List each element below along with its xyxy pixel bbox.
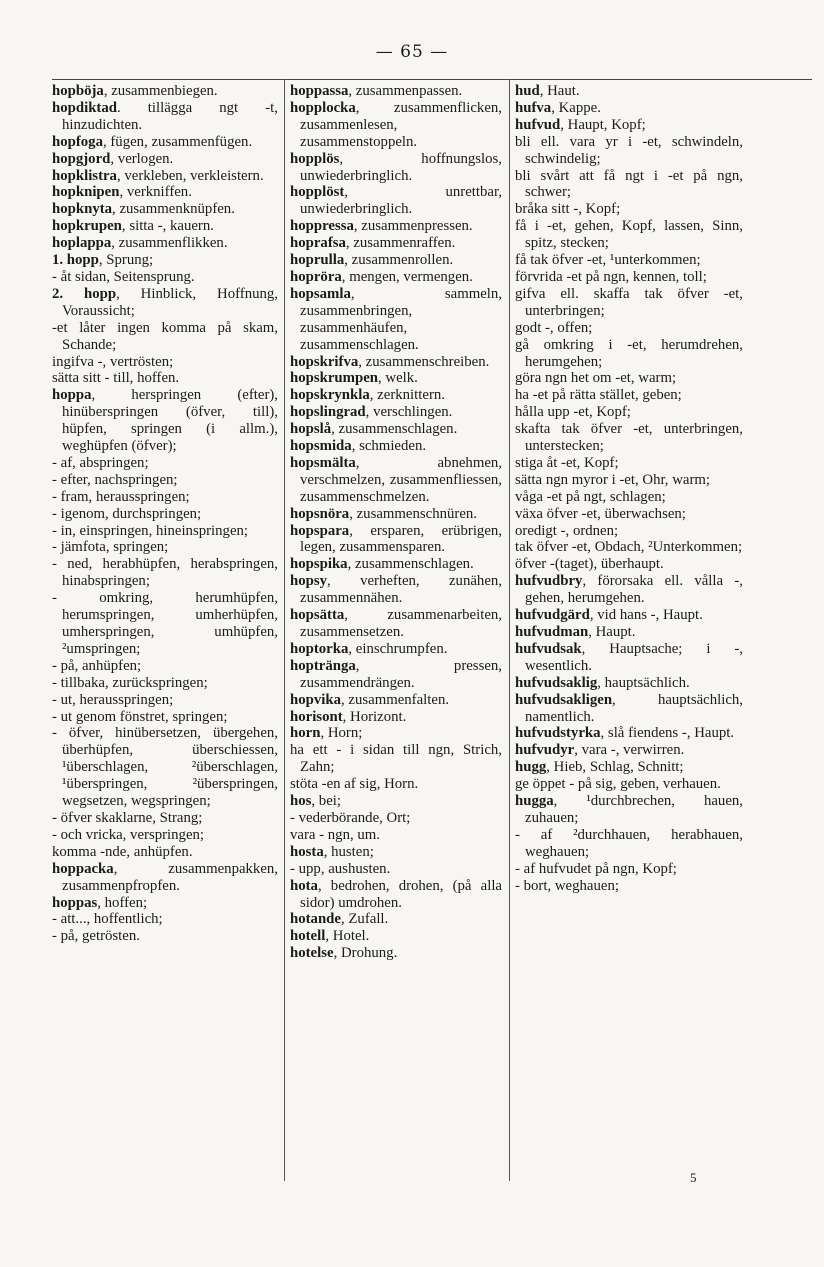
entry-headword: hoppassa [290, 83, 349, 99]
dictionary-entry [52, 556, 278, 590]
entry-text: - på, anhüpfen; [52, 657, 142, 674]
entry-text: - af ²durchhauen, herabhauen, weghauen; [515, 826, 743, 860]
entry-text: - åt sidan, Seitensprung. [52, 268, 195, 285]
entry-text: våga -et på ngt, schlagen; [515, 488, 666, 505]
dictionary-entry [52, 184, 278, 201]
entry-headword: hugga [515, 793, 554, 810]
dictionary-entry [52, 168, 278, 185]
entry-text: växa öfver -et, überwachsen; [515, 505, 686, 522]
dictionary-entry [290, 776, 502, 793]
entry-text: , schmieden. [351, 438, 427, 455]
dictionary-entry [290, 354, 502, 371]
entry-text: , zusammenpakken, zusammenpfropfen. [62, 860, 278, 894]
entry-text: gifva ell. skaffa tak öfver -et, unterbringen; [515, 285, 743, 319]
dictionary-column-1 [52, 83, 278, 945]
entry-text: oredigt -, ordnen; [515, 522, 619, 539]
dictionary-entry [515, 83, 743, 100]
entry-text: , Horn; [320, 725, 363, 742]
dictionary-entry [515, 793, 743, 827]
dictionary-entry [515, 100, 743, 117]
entry-headword: hopsnöra [290, 505, 350, 522]
entry-text: , Sprung; [98, 252, 154, 269]
dictionary-entry [290, 184, 502, 218]
entry-text: - öfver, hinübersetzen, übergehen, überhüpfen, überschiessen, ¹überschlagen, ²überschlagen, ¹überspringen, ²überspringen, wegsetzen, wegspringen; [52, 725, 278, 810]
entry-headword: hos [290, 793, 312, 810]
entry-headword: hoptränga [290, 657, 356, 674]
entry-headword: horn [290, 725, 321, 742]
entry-headword: hufvudstyrka [515, 725, 601, 742]
entry-text: , zusammenflikken. [111, 235, 228, 252]
entry-headword: hoppressa [290, 218, 354, 235]
entry-text: - och vricka, verspringen; [52, 826, 205, 843]
entry-text: , zusammenschlagen. [331, 421, 458, 438]
dictionary-entry [290, 151, 502, 185]
dictionary-entry [515, 725, 743, 742]
entry-text: , bedrohen, drohen, (på alla sidor) umdrohen. [300, 877, 502, 911]
dictionary-entry [290, 83, 502, 100]
dictionary-entry [52, 827, 278, 844]
entry-headword: hoprafsa [290, 235, 346, 252]
entry-text: - igenom, durchspringen; [52, 505, 202, 522]
entry-text: - af, abspringen; [52, 454, 149, 471]
dictionary-entry [52, 692, 278, 709]
dictionary-entry [52, 675, 278, 692]
entry-headword: hopspika [290, 556, 348, 573]
dictionary-entry [290, 523, 502, 557]
dictionary-entry [515, 861, 743, 878]
dictionary-entry [515, 776, 743, 793]
dictionary-entry [515, 692, 743, 726]
entry-headword: hopskrynkla [290, 387, 370, 404]
dictionary-entry [52, 387, 278, 455]
entry-text: , Haupt. [588, 624, 636, 640]
dictionary-entry [290, 455, 502, 506]
entry-text: , ¹durchbrechen, hauen, zuhauen; [525, 793, 743, 826]
dictionary-entry [52, 370, 278, 387]
entry-headword: hopsmida [290, 438, 352, 455]
dictionary-entry [52, 286, 278, 320]
entry-text: göra ngn het om -et, warm; [515, 370, 677, 387]
column-divider [509, 79, 510, 1181]
entry-headword: hoptorka [290, 640, 349, 657]
entry-text: , Hinblick, Hoffnung, Voraussicht; [62, 285, 278, 319]
dictionary-entry [290, 421, 502, 438]
entry-text: , zusammenschreiben. [358, 353, 490, 370]
entry-text: , sitta -, kauern. [121, 218, 214, 235]
entry-text: , verheften, zunähen, zusammennähen. [300, 573, 502, 607]
dictionary-entry [290, 878, 502, 912]
entry-headword: hoppas [52, 894, 98, 911]
dictionary-entry [290, 286, 502, 354]
entry-text: , vara -, verwirren. [574, 742, 685, 759]
dictionary-entry [515, 218, 743, 252]
entry-text: stöta -en af sig, Horn. [290, 776, 419, 793]
entry-text: , zusammenschlagen. [347, 556, 474, 573]
dictionary-entry [52, 928, 278, 945]
dictionary-entry [52, 134, 278, 151]
dictionary-entry [52, 539, 278, 556]
entry-text: . tillägga ngt -t, hinzudichten. [62, 99, 278, 133]
entry-text: stiga åt -et, Kopf; [515, 454, 619, 471]
entry-headword: hotelse [290, 945, 334, 962]
dictionary-entry [52, 911, 278, 928]
dictionary-entry [515, 286, 743, 320]
entry-text: förvrida -et på ngn, kennen, toll; [515, 268, 707, 285]
entry-text: , pressen, zusammendrängen. [300, 657, 502, 691]
entry-text: - tillbaka, zurückspringen; [52, 674, 208, 691]
page-number: — 65 — [375, 42, 449, 62]
dictionary-entry [290, 911, 502, 928]
entry-text: , mengen, vermengen. [341, 268, 473, 285]
dictionary-entry [515, 269, 743, 286]
dictionary-entry [515, 539, 743, 556]
entry-text: , zusammenraffen. [345, 235, 456, 252]
entry-text: , verkniffen. [119, 184, 192, 201]
dictionary-entry [290, 556, 502, 573]
entry-headword: hopskrumpen [290, 370, 378, 387]
dictionary-entry [515, 421, 743, 455]
entry-text: , unrettbar, unwiederbringlich. [300, 184, 502, 218]
dictionary-entry [290, 404, 502, 421]
dictionary-entry [515, 607, 743, 624]
dictionary-entry [52, 810, 278, 827]
entry-text: bli ell. vara yr i -et, schwindeln, schwindelig; [515, 133, 743, 167]
entry-text: godt -, offen; [515, 319, 593, 336]
dictionary-entry [52, 506, 278, 523]
dictionary-entry [290, 709, 502, 726]
entry-text: , slå fiendens -, Haupt. [600, 725, 735, 742]
entry-text: , husten; [323, 843, 374, 860]
entry-text: , verkleben, verkleistern. [116, 167, 264, 184]
dictionary-entry [515, 573, 743, 607]
entry-headword: hopgjord [52, 150, 111, 167]
entry-headword: hopfoga [52, 133, 103, 150]
dictionary-entry [515, 201, 743, 218]
dictionary-entry [52, 472, 278, 489]
entry-text: ge öppet - på sig, geben, verhauen. [515, 776, 721, 793]
entry-text: , Hauptsache; i -, wesentlich. [525, 640, 743, 674]
entry-text: ha -et på rätta stället, geben; [515, 387, 682, 404]
entry-headword: hopskrifva [290, 353, 359, 370]
entry-text: - efter, nachspringen; [52, 471, 178, 488]
dictionary-entry [52, 269, 278, 286]
entry-text: gå omkring i -et, herumdrehen, herumgehen; [515, 336, 743, 370]
entry-headword: hopdiktad [52, 99, 117, 116]
entry-headword: hufvudsakligen [515, 691, 613, 708]
dictionary-entry [290, 692, 502, 709]
entry-text: , zusammenflicken, zusammenlesen, zusammenstoppeln. [300, 99, 502, 150]
dictionary-entry [52, 201, 278, 218]
dictionary-entry [515, 252, 743, 269]
dictionary-entry [290, 506, 502, 523]
dictionary-entry [52, 354, 278, 371]
entry-text: - jämfota, springen; [52, 539, 169, 556]
dictionary-entry [515, 387, 743, 404]
dictionary-entry [290, 861, 502, 878]
dictionary-entry [515, 337, 743, 371]
dictionary-entry [290, 370, 502, 387]
dictionary-entry [52, 218, 278, 235]
entry-text: , Hieb, Schlag, Schnitt; [546, 759, 684, 776]
entry-headword: hugg [515, 759, 547, 776]
entry-text: , zusammenfalten. [341, 691, 450, 708]
entry-headword: hoplappa [52, 235, 112, 252]
entry-text: , fügen, zusammenfügen. [102, 133, 253, 150]
dictionary-entry [52, 252, 278, 269]
dictionary-entry [290, 100, 502, 151]
dictionary-entry [290, 658, 502, 692]
entry-headword: hopplöst [290, 184, 345, 201]
entry-text: - upp, aushusten. [290, 860, 391, 877]
dictionary-entry [515, 472, 743, 489]
entry-text: , Kappe. [551, 99, 601, 116]
entry-text: vara - ngn, um. [290, 826, 380, 843]
entry-headword: hufvudsak [515, 640, 582, 657]
entry-headword: hufva [515, 99, 552, 116]
entry-text: komma -nde, anhüpfen. [52, 843, 193, 860]
dictionary-entry [52, 320, 278, 354]
dictionary-entry [52, 83, 278, 100]
entry-headword: horisont [290, 708, 343, 725]
entry-text: , Haupt, Kopf; [560, 116, 646, 133]
dictionary-entry [515, 878, 743, 895]
dictionary-entry [290, 252, 502, 269]
entry-headword: hopvika [290, 691, 341, 708]
dictionary-entry [515, 827, 743, 861]
entry-text: , zusammenpressen. [353, 218, 473, 235]
entry-text: - af hufvudet på ngn, Kopf; [515, 860, 677, 877]
dictionary-entry [290, 793, 502, 810]
entry-text: , zusammenpassen. [348, 83, 463, 99]
entry-headword: hopplocka [290, 99, 356, 116]
entry-text: , hauptsächlich. [597, 674, 690, 691]
dictionary-entry [290, 641, 502, 658]
entry-text: , verlogen. [110, 150, 174, 167]
entry-headword: hoppa [52, 387, 92, 404]
entry-headword: hopklistra [52, 167, 117, 184]
entry-headword: hopsmälta [290, 454, 356, 471]
entry-text: -et låter ingen komma på skam, Schande; [52, 319, 278, 353]
entry-headword: hotell [290, 928, 326, 945]
entry-text: , Drohung. [333, 945, 398, 962]
entry-text: , ersparen, erübrigen, legen, zusammensparen. [300, 522, 502, 556]
entry-headword: hopknipen [52, 184, 120, 201]
entry-text: - vederbörande, Ort; [290, 809, 411, 826]
dictionary-entry [52, 235, 278, 252]
entry-text: - ut genom fönstret, springen; [52, 708, 228, 725]
entry-text: , hoffnungslos, unwiederbringlich. [300, 150, 502, 184]
dictionary-entry [515, 759, 743, 776]
entry-text: - in, einspringen, hineinspringen; [52, 522, 249, 539]
dictionary-entry [290, 725, 502, 742]
dictionary-entry [290, 945, 502, 962]
entry-text: sätta ngn myror i -et, Ohr, warm; [515, 471, 711, 488]
dictionary-entry [515, 489, 743, 506]
entry-text: - fram, herausspringen; [52, 488, 190, 505]
dictionary-entry [515, 624, 743, 641]
header-rule [52, 79, 812, 80]
dictionary-entry [52, 709, 278, 726]
dictionary-entry [515, 455, 743, 472]
entry-text: , Horizont. [342, 708, 407, 725]
entry-headword: hufvudyr [515, 742, 575, 759]
entry-text: , einschrumpfen. [348, 640, 448, 657]
entry-headword: hosta [290, 843, 324, 860]
entry-headword: hopslingrad [290, 404, 366, 421]
dictionary-entry [515, 506, 743, 523]
dictionary-entry [290, 810, 502, 827]
dictionary-entry [515, 404, 743, 421]
dictionary-entry [515, 320, 743, 337]
dictionary-entry [515, 675, 743, 692]
entry-headword: hopslå [290, 421, 332, 438]
entry-text: hålla upp -et, Kopf; [515, 404, 631, 421]
column-divider [284, 79, 285, 1181]
entry-headword: hopknyta [52, 201, 113, 218]
entry-headword: hopsy [290, 573, 328, 590]
dictionary-entry [52, 100, 278, 134]
dictionary-entry [52, 658, 278, 675]
entry-headword: hud [515, 83, 540, 99]
dictionary-entry [515, 523, 743, 540]
entry-headword: hufvudgärd [515, 607, 590, 624]
dictionary-entry [515, 556, 743, 573]
entry-headword: hoppacka [52, 860, 114, 877]
entry-text: - bort, weghauen; [515, 877, 619, 894]
dictionary-entry [290, 387, 502, 404]
entry-text: , welk. [378, 370, 418, 387]
entry-text: , zerknittern. [369, 387, 445, 404]
entry-headword: hopplös [290, 150, 340, 167]
entry-text: - på, getrösten. [52, 928, 140, 945]
dictionary-entry [290, 235, 502, 252]
dictionary-column-3 [515, 83, 743, 895]
entry-text: , zusammenbiegen. [103, 83, 218, 99]
entry-text: sätta sitt - till, hoffen. [52, 370, 180, 387]
dictionary-entry [52, 455, 278, 472]
entry-headword: hufvud [515, 116, 561, 133]
entry-headword: hotande [290, 911, 341, 928]
dictionary-column-2 [290, 83, 502, 962]
dictionary-entry [52, 861, 278, 895]
entry-text: - ut, herausspringen; [52, 691, 174, 708]
entry-headword: hoprulla [290, 252, 345, 269]
entry-text: , hoffen; [97, 894, 148, 911]
entry-text: , Hotel. [325, 928, 370, 945]
entry-text: , Haut. [539, 83, 580, 99]
entry-text: , hauptsächlich, namentlich. [525, 691, 743, 725]
dictionary-entry [52, 725, 278, 810]
entry-text: , sammeln, zusammenbringen, zusammenhäufen, zusammenschlagen. [300, 285, 502, 353]
dictionary-entry [52, 844, 278, 861]
dictionary-entry [515, 742, 743, 759]
entry-text: skafta tak öfver -et, unterbringen, unterstecken; [515, 421, 743, 455]
entry-headword: hopsamla [290, 285, 351, 302]
entry-text: , vid hans -, Haupt. [589, 607, 703, 624]
entry-text: , bei; [311, 793, 341, 810]
dictionary-entry [515, 134, 743, 168]
dictionary-entry [290, 218, 502, 235]
entry-text: tak öfver -et, Obdach, ²Unterkommen; [515, 539, 743, 556]
entry-text: öfver -(taget), überhaupt. [515, 556, 664, 573]
dictionary-entry [515, 117, 743, 134]
dictionary-entry [52, 523, 278, 540]
entry-text: , verschlingen. [365, 404, 453, 421]
dictionary-entry [52, 590, 278, 658]
entry-headword: 1. hopp [52, 252, 99, 269]
entry-text: få tak öfver -et, ¹unterkommen; [515, 252, 701, 269]
dictionary-entry [290, 607, 502, 641]
dictionary-entry [290, 844, 502, 861]
dictionary-entry [290, 438, 502, 455]
entry-headword: hufvudbry [515, 573, 583, 590]
entry-text: , zusammenknüpfen. [112, 201, 235, 218]
dictionary-entry [290, 573, 502, 607]
entry-headword: hopsätta [290, 607, 345, 624]
dictionary-entry [52, 895, 278, 912]
entry-text: ha ett - i sidan till ngn, Strich, Zahn; [290, 742, 502, 776]
entry-headword: hopröra [290, 268, 342, 285]
dictionary-entry [515, 168, 743, 202]
entry-headword: hopspara [290, 522, 350, 539]
entry-headword: hufvudsaklig [515, 674, 598, 691]
entry-text: - att..., hoffentlich; [52, 911, 163, 928]
entry-text: , zusammenschnüren. [349, 505, 478, 522]
entry-text: - öfver skaklarne, Strang; [52, 809, 203, 826]
dictionary-entry [290, 928, 502, 945]
entry-text: - ned, herabhüpfen, herabspringen, hinabspringen; [52, 556, 278, 590]
entry-text: , Zufall. [340, 911, 389, 928]
entry-text: , herspringen (efter), hinüberspringen (öfver, till), hüpfen, springen (i allm.), weghüpfen (öfver); [62, 387, 278, 455]
entry-headword: hufvudman [515, 624, 589, 640]
dictionary-entry [52, 151, 278, 168]
entry-text: , zusammenrollen. [344, 252, 454, 269]
dictionary-entry [52, 489, 278, 506]
entry-headword: hopböja [52, 83, 104, 99]
entry-text: - omkring, herumhüpfen, herumspringen, umherhüpfen, umherspringen, umhüpfen, ²umspringen; [52, 590, 278, 657]
dictionary-entry [290, 742, 502, 776]
dictionary-entry [515, 370, 743, 387]
entry-text: få i -et, gehen, Kopf, lassen, Sinn, spitz, stecken; [515, 218, 743, 252]
entry-text: bli svårt att få ngt i -et på ngn, schwer; [515, 167, 743, 201]
entry-text: bråka sitt -, Kopf; [515, 201, 621, 218]
entry-text: , zusammenarbeiten, zusammensetzen. [300, 607, 502, 640]
entry-headword: hota [290, 877, 318, 894]
entry-headword: 2. hopp [52, 285, 117, 302]
dictionary-entry [290, 269, 502, 286]
entry-text: , förorsaka ell. vålla -, gehen, herumgehen. [525, 573, 743, 607]
entry-headword: hopkrupen [52, 218, 122, 235]
signature-mark: 5 [690, 1170, 697, 1185]
dictionary-entry [290, 827, 502, 844]
entry-text: , abnehmen, verschmelzen, zusammenfliessen, zusammenschmelzen. [300, 454, 502, 505]
dictionary-entry [515, 641, 743, 675]
entry-text: ingifva -, vertrösten; [52, 353, 174, 370]
